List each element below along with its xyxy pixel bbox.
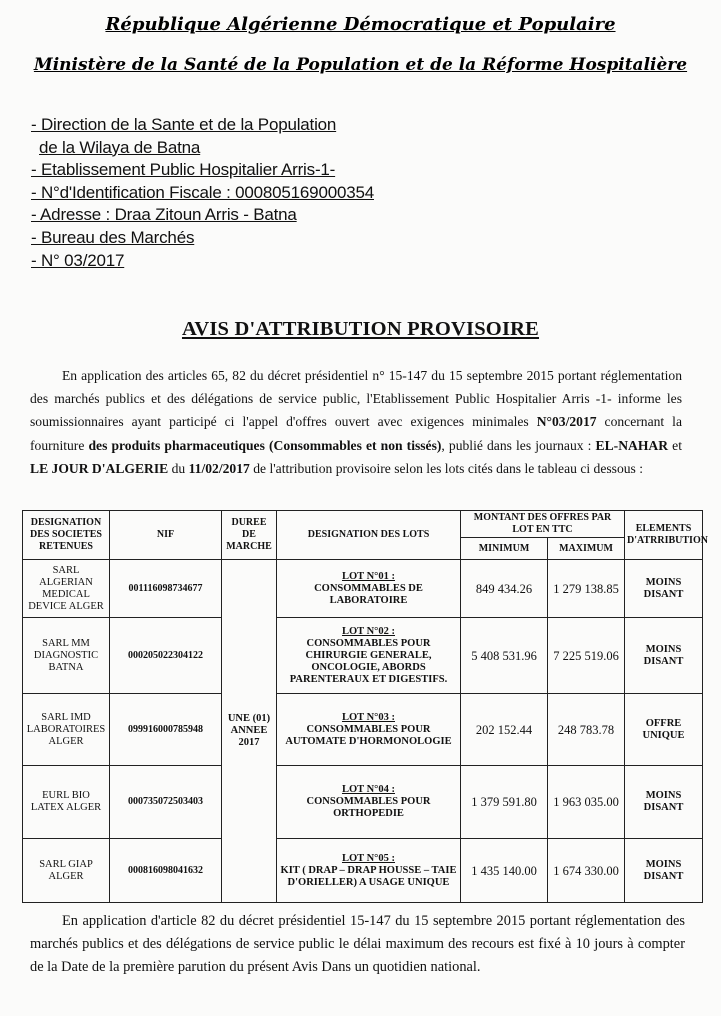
document-title: AVIS D'ATTRIBUTION PROVISOIRE <box>181 318 540 340</box>
nif-cell: 000735072503403 <box>110 766 222 839</box>
newspaper-2: LE JOUR D'ALGERIE <box>30 460 169 476</box>
nif-cell: 000816098041632 <box>110 839 222 903</box>
intro-text: concernant la fourniture <box>30 414 682 453</box>
societe-cell: SARL ALGERIAN MEDICAL DEVICE ALGER <box>23 560 110 618</box>
lot-number: LOT N°03 : <box>341 711 395 723</box>
lot-description: CONSOMMABLES POUR AUTOMATE D'HORMONOLOGIE <box>285 723 452 747</box>
minimum-cell: 849 434.26 <box>461 560 548 618</box>
nif-cell: 099916000785948 <box>110 694 222 766</box>
nif-cell: 001116098734677 <box>110 560 222 618</box>
lot-description: CONSOMMABLES POUR ORTHOPEDIE <box>306 796 431 819</box>
lot-number: LOT N°04 : <box>341 784 395 795</box>
publication-date: 11/02/2017 <box>188 460 250 476</box>
maximum-cell: 7 225 519.06 <box>548 618 625 694</box>
societe-cell: SARL GIAP ALGER <box>23 839 110 903</box>
duree-cell: UNE (01) ANNEE 2017 <box>222 560 277 903</box>
lot-description: CONSOMMABLES DE LABORATOIRE <box>314 582 423 606</box>
header-ministry: Ministère de la Santé de la Population et de la Réforme Hospitalière <box>33 55 688 75</box>
header-elements: ELEMENTS D'ATRRIBUTION <box>625 511 703 560</box>
lot-cell <box>277 560 461 618</box>
intro-text: En application des articles 65, 82 du décret présidentiel n° 15-147 du 15 septembre 2015 portant réglementation des marchés publics et des délégations de service public, l'Etablissement Public Hospitalier Arris -1- informe les soumissionnaires ayant participé ci l'appel d'offres ouvert avec exigences minimales <box>30 368 682 430</box>
address-line: - Direction de la Sante et de la Population <box>31 115 337 134</box>
lot-description: CONSOMMABLES POUR CHIRURGIE GENERALE, ONCOLOGIE, ABORDS PARENTERAUX ET DIGESTIFS. <box>289 637 448 685</box>
element-cell: MOINS DISANT <box>625 618 703 694</box>
header-nif: NIF <box>110 511 222 560</box>
closing-paragraph: En application d'article 82 du décret présidentiel 15-147 du 15 septembre 2015 portant réglementation des marchés publics et des délégations de service public le délai maximum des recours est fixé à 10 jours à compter de la Date de la première parution du présent Avis Dans un quotidien national. <box>30 913 685 976</box>
product-description: des produits pharmaceutiques (Consommables et non tissés) <box>88 437 442 453</box>
lot-cell <box>277 839 461 903</box>
element-cell: MOINS DISANT <box>625 560 703 618</box>
address-line: - Bureau des Marchés <box>31 227 195 247</box>
header-societes: DESIGNATION DES SOCIETES RETENUES <box>23 511 110 560</box>
address-line: - Etablissement Public Hospitalier Arris-1- <box>31 160 336 180</box>
maximum-cell: 1 674 330.00 <box>548 839 625 903</box>
address-line: - N° 03/2017 <box>31 250 125 270</box>
nif-cell: 000205022304122 <box>110 618 222 694</box>
lot-cell <box>277 618 461 694</box>
lot-cell <box>277 766 461 839</box>
maximum-cell: 1 279 138.85 <box>548 560 625 618</box>
address-line: de la Wilaya de Batna <box>39 137 201 157</box>
intro-text: du <box>168 460 189 476</box>
lot-number: LOT N°01 : <box>341 570 395 582</box>
header-montant: MONTANT DES OFFRES PAR LOT EN TTC <box>461 511 625 538</box>
table-row <box>23 694 703 766</box>
element-cell: MOINS DISANT <box>625 839 703 903</box>
table-row <box>23 839 703 903</box>
attribution-table <box>22 510 708 903</box>
maximum-cell: 248 783.78 <box>548 694 625 766</box>
header-maximum: MAXIMUM <box>548 538 625 560</box>
header-minimum: MINIMUM <box>461 538 548 560</box>
header-lots: DESIGNATION DES LOTS <box>277 511 461 560</box>
minimum-cell: 1 435 140.00 <box>461 839 548 903</box>
address-line: - N°d'Identification Fiscale : 000805169000354 <box>31 182 374 202</box>
newspaper-1: EL-NAHAR <box>595 437 669 453</box>
minimum-cell: 1 379 591.80 <box>461 766 548 839</box>
lot-number: LOT N°02 : <box>341 625 395 637</box>
minimum-cell: 202 152.44 <box>461 694 548 766</box>
lot-number: LOT N°05 : <box>341 852 395 864</box>
issuer-address-block <box>31 114 374 272</box>
header-republic: République Algérienne Démocratique et Populaire <box>105 14 616 35</box>
table-row <box>23 618 703 694</box>
intro-text: , publié dans les journaux : <box>441 437 596 453</box>
element-cell: OFFRE UNIQUE <box>625 694 703 766</box>
address-line: - Adresse : Draa Zitoun Arris - Batna <box>31 205 297 225</box>
maximum-cell: 1 963 035.00 <box>548 766 625 839</box>
table-row <box>23 766 703 839</box>
lot-description: KIT ( DRAP – DRAP HOUSSE – TAIE D'ORIELLER) A USAGE UNIQUE <box>280 864 457 888</box>
intro-paragraph <box>30 364 682 480</box>
tender-number: N°03/2017 <box>536 414 597 430</box>
intro-text: et <box>668 437 682 453</box>
element-cell: MOINS DISANT <box>625 766 703 839</box>
header-duree: DUREE DE MARCHE <box>222 511 277 560</box>
intro-text: de l'attribution provisoire selon les lots cités dans le tableau ci dessous : <box>249 460 644 476</box>
societe-cell: SARL MM DIAGNOSTIC BATNA <box>23 618 110 694</box>
lot-cell <box>277 694 461 766</box>
societe-cell: EURL BIO LATEX ALGER <box>23 766 110 839</box>
table-row <box>23 560 703 618</box>
societe-cell: SARL IMD LABORATOIRES ALGER <box>23 694 110 766</box>
minimum-cell: 5 408 531.96 <box>461 618 548 694</box>
